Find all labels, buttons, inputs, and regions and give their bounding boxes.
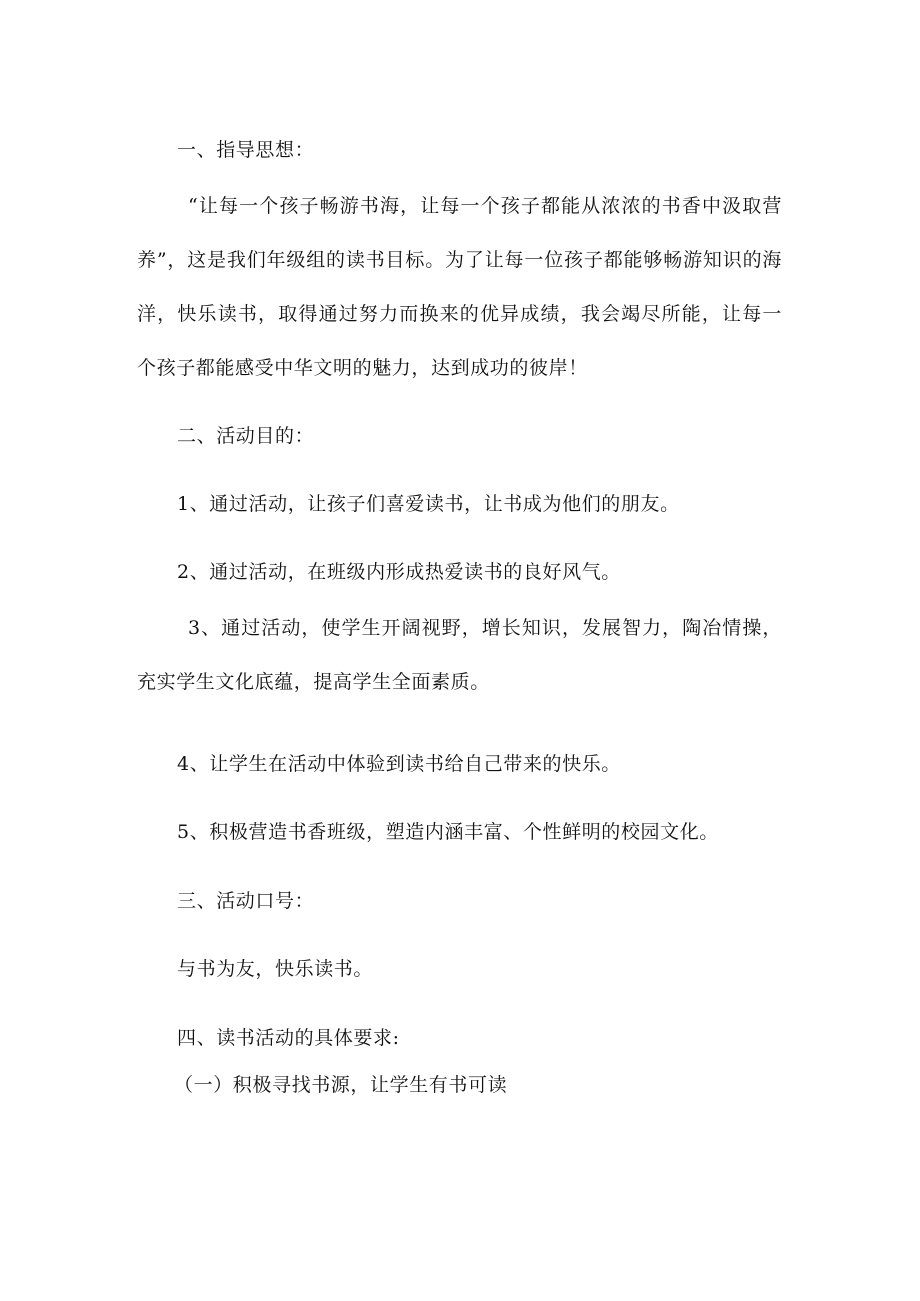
slogan-text: 与书为友，快乐读书。 <box>177 958 374 980</box>
paragraph-guiding: “让每一个孩子畅游书海，让每一个孩子都能从浓浓的书香中汲取营养”，这是我们年级组的读书目标。为了让每一位孩子都能够畅游知识的海洋，快乐读书，取得通过努力而换来的优异成绩，我会竭尽所能，让每一个孩子都能感受中华文明的魅力，达到成功的彼岸！ <box>137 195 782 379</box>
requirements-subheading-1: （一）积极寻找书源，让学生有书可读 <box>174 1074 508 1096</box>
purpose-item-3: 3、通过活动，使学生开阔视野，增长知识，发展智力，陶冶情操，充实学生文化底蕴，提高学生全面素质。 <box>137 617 782 693</box>
purpose-item-4: 4、让学生在活动中体验到读书给自己带来的快乐。 <box>177 753 621 775</box>
section-heading-slogan: 三、活动口号： <box>177 890 315 912</box>
purpose-item-5: 5、积极营造书香班级，塑造内涵丰富、个性鲜明的校园文化。 <box>177 821 719 843</box>
purpose-item-2: 2、通过活动，在班级内形成热爱读书的良好风气。 <box>177 561 621 583</box>
section-heading-purpose: 二、活动目的： <box>177 425 315 447</box>
purpose-item-1: 1、通过活动，让孩子们喜爱读书，让书成为他们的朋友。 <box>177 493 680 515</box>
section-heading-guiding: 一、指导思想： <box>177 139 315 161</box>
section-heading-requirements: 四、读书活动的具体要求: <box>177 1027 400 1049</box>
